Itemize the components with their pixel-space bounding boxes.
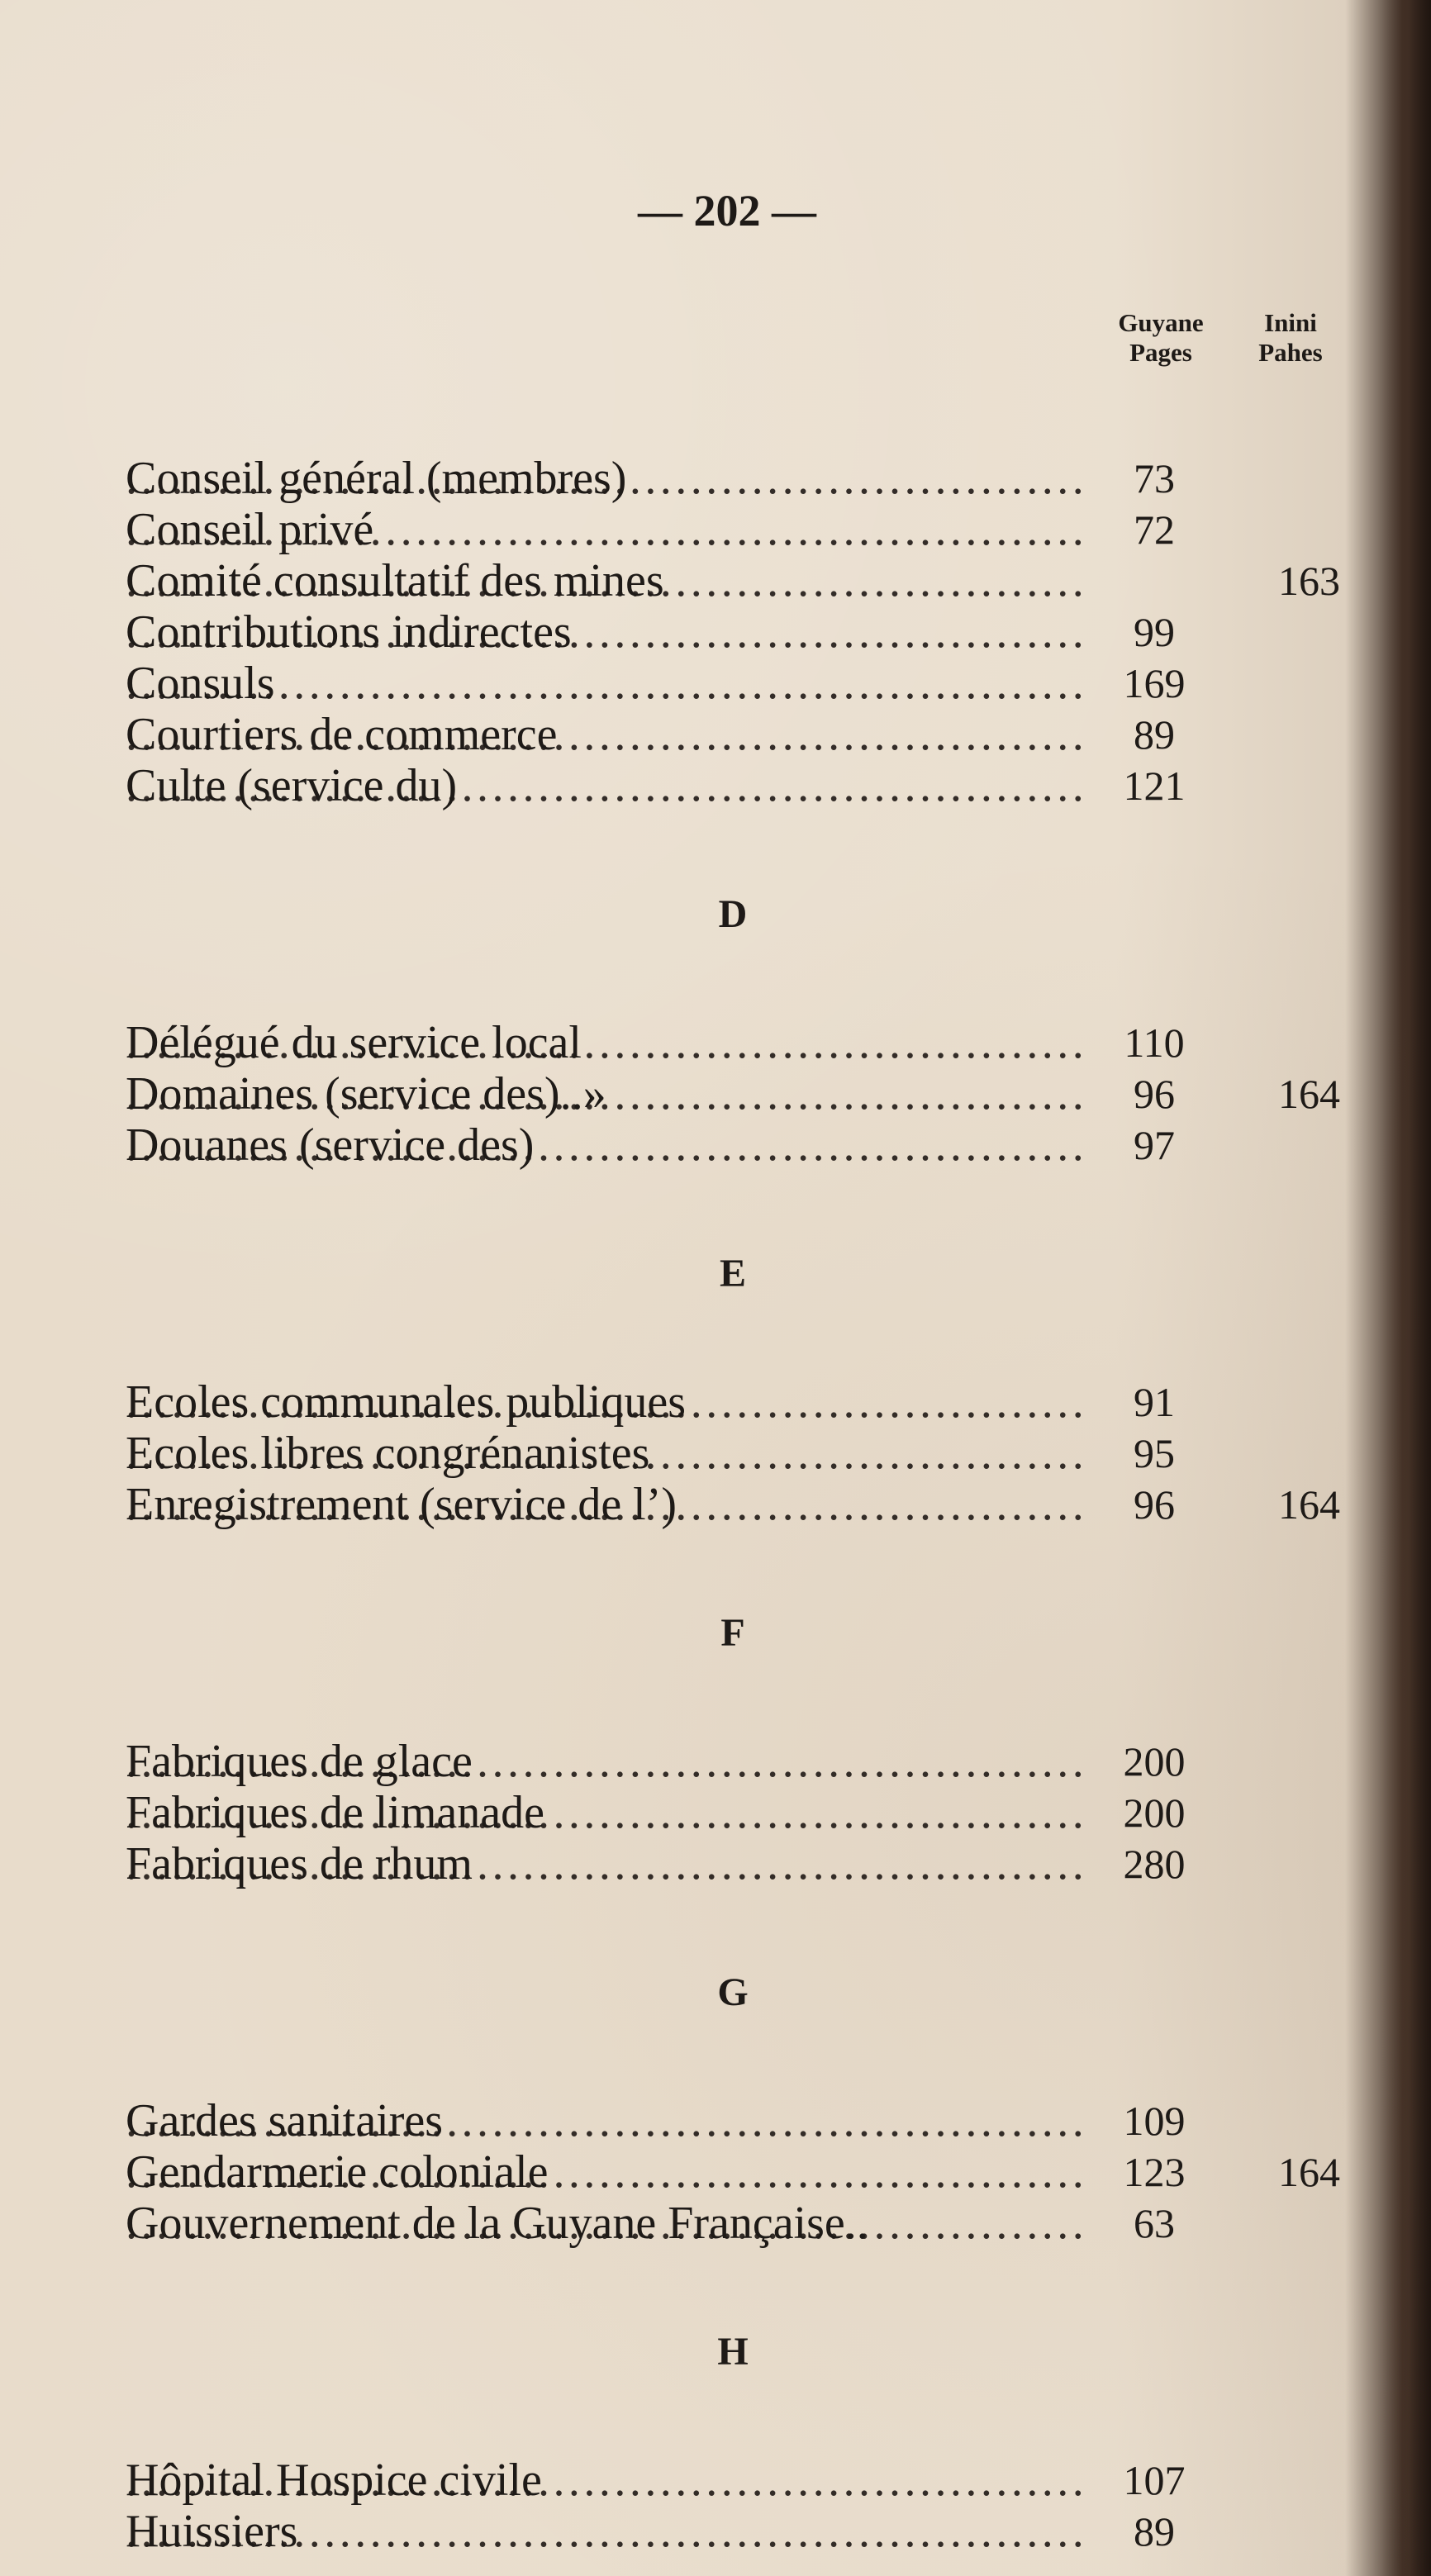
section-letter: G: [717, 1970, 749, 2014]
index-entry: [126, 606, 1340, 658]
section-letter: F: [720, 1611, 745, 1655]
index-entry: [126, 2506, 1340, 2557]
column-header-guyane: Guyane Pages: [1118, 308, 1204, 367]
entry-label: Fabriques de rhum: [126, 1838, 473, 1889]
index-entry: [126, 1119, 1340, 1171]
guyane-page: 107: [1123, 2457, 1186, 2503]
section-letter: D: [718, 892, 748, 936]
entry-label: Consuls: [126, 658, 275, 709]
entry-label: Contributions indirectes: [126, 606, 572, 658]
index-entry: [126, 2095, 1340, 2146]
entry-label: Hôpital Hospice civile: [126, 2455, 542, 2506]
entry-label: Culte (service du): [126, 760, 458, 811]
guyane-page: 280: [1123, 1841, 1186, 1887]
guyane-page: 89: [1134, 2508, 1175, 2555]
index-entry: [126, 1428, 1340, 1479]
guyane-page: 121: [1123, 763, 1186, 809]
index-entry: [126, 1479, 1340, 1530]
inini-page: 163: [1278, 558, 1340, 604]
index-entry: [126, 1068, 1340, 1119]
section-letter: E: [719, 1252, 746, 1295]
index-entry: [126, 2198, 1340, 2249]
section-letter: H: [717, 2330, 749, 2374]
guyane-page: 72: [1134, 506, 1175, 553]
entry-label: Huissiers: [126, 2506, 298, 2557]
guyane-page: 200: [1123, 1738, 1186, 1785]
entry-label: Délégué du service local: [126, 1017, 582, 1068]
index-entry: [126, 1787, 1340, 1838]
guyane-page: 63: [1134, 2200, 1175, 2246]
guyane-page: 91: [1134, 1379, 1175, 1425]
index-entry: [126, 2455, 1340, 2506]
guyane-page: 200: [1123, 1789, 1186, 1836]
entry-label: Douanes (service des): [126, 1119, 535, 1171]
index-entry: [126, 1376, 1340, 1428]
guyane-page: 110: [1124, 1019, 1185, 1066]
entry-label: Fabriques de glace: [126, 1736, 473, 1787]
entry-label: Gendarmerie coloniale: [126, 2146, 549, 2198]
entry-label: Gouvernement de la Guyane Française..: [126, 2198, 868, 2249]
inini-page: 164: [1278, 1071, 1340, 1117]
entry-label: Ecoles libres congrénanistes: [126, 1428, 650, 1479]
index-entry: [126, 2146, 1340, 2198]
inini-page: 164: [1278, 2149, 1340, 2195]
entry-label: Conseil privé: [126, 504, 374, 555]
guyane-page: 97: [1134, 1122, 1175, 1168]
entry-label: Courtiers de commerce: [126, 709, 558, 760]
entry-label: Enregistrement (service de l’): [126, 1479, 677, 1530]
entry-label: Ecoles communales publiques: [126, 1376, 687, 1428]
guyane-page: 96: [1134, 1071, 1175, 1117]
guyane-page: 99: [1134, 609, 1175, 655]
index-entry: [126, 760, 1340, 811]
index-entry: [126, 453, 1340, 504]
entry-label: Comité consultatif des mines: [126, 555, 664, 606]
guyane-page: 109: [1123, 2098, 1186, 2144]
entry-label: Gardes sanitaires: [126, 2095, 444, 2146]
guyane-page: 96: [1134, 1481, 1175, 1528]
column-header-inini: Inini Pahes: [1258, 308, 1323, 367]
entry-label: Conseil général (membres): [126, 453, 627, 504]
page-number: — 202 —: [638, 186, 816, 235]
index-entry: [126, 1838, 1340, 1889]
index-entry: [126, 504, 1340, 555]
index-entry: [126, 1736, 1340, 1787]
guyane-page: 123: [1123, 2149, 1186, 2195]
guyane-page: 73: [1134, 455, 1175, 501]
entry-label: Domaines (service des)..»: [126, 1068, 606, 1119]
index-entry: [126, 555, 1340, 606]
index-entry: [126, 658, 1340, 709]
guyane-page: 89: [1134, 711, 1175, 758]
entry-label: Fabriques de limanade: [126, 1787, 544, 1838]
inini-page: 164: [1278, 1481, 1340, 1528]
index-list: [126, 453, 1340, 2557]
guyane-page: 95: [1134, 1430, 1175, 1476]
guyane-page: 169: [1123, 660, 1186, 706]
index-entry: [126, 709, 1340, 760]
index-entry: [126, 1017, 1340, 1068]
